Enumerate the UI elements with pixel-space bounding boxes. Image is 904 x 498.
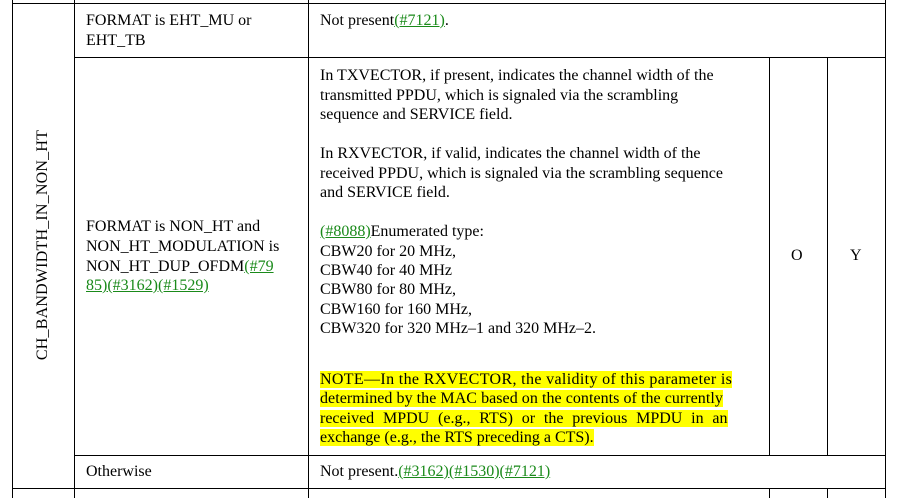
top-border bbox=[12, 3, 886, 4]
enum-header bbox=[320, 222, 484, 242]
enum-label: Enumerated type: bbox=[370, 223, 484, 240]
rx-description-line3: and SERVICE field. bbox=[320, 184, 450, 201]
row1-value bbox=[320, 11, 449, 31]
row2-condition-line2: NON_HT_MODULATION is bbox=[86, 238, 280, 255]
rx-column-value: Y bbox=[850, 247, 862, 264]
column-divider-4 bbox=[827, 57, 828, 455]
row1-value-text: Not present bbox=[320, 12, 395, 29]
row-divider-1 bbox=[74, 57, 886, 58]
row2-condition-line3-text: NON_HT_DUP_OFDM bbox=[86, 258, 245, 275]
note-line4-text: exchange (e.g., the RTS preceding a CTS). bbox=[320, 429, 594, 446]
table-border-right bbox=[885, 0, 886, 498]
note-line4 bbox=[320, 428, 594, 448]
row-divider-2 bbox=[74, 455, 886, 456]
note-line3-text: received MPDU (e.g., RTS) or the previous MPDU in an bbox=[320, 410, 728, 427]
row3-value-link[interactable]: (#3162)(#1530)(#7121) bbox=[398, 463, 551, 480]
row-divider-3 bbox=[12, 488, 886, 489]
row1-condition-line1: FORMAT is EHT_MU or bbox=[86, 12, 252, 29]
enum-item-cbw160: CBW160 for 160 MHz, bbox=[320, 301, 472, 318]
tx-description-line2: transmitted PPDU, which is signaled via the scrambling bbox=[320, 87, 679, 104]
row1-value-end: . bbox=[444, 12, 449, 29]
note-line2-text: determined by the MAC based on the contents of the currently bbox=[320, 390, 723, 407]
enum-item-cbw20: CBW20 for 20 MHz, bbox=[320, 243, 456, 260]
row2-condition-line3 bbox=[86, 257, 274, 277]
row1-value-link[interactable]: (#7121) bbox=[394, 12, 445, 29]
tx-description-line1: In TXVECTOR, if present, indicates the channel width of the bbox=[320, 67, 714, 84]
column-divider-4b bbox=[827, 488, 828, 498]
row2-condition-link-a[interactable]: (#79 bbox=[244, 258, 274, 275]
row2-condition-line1: FORMAT is NON_HT and bbox=[86, 218, 261, 235]
note-line1-text: NOTE—In the RXVECTOR, the validity of this parameter is bbox=[320, 371, 733, 388]
tx-description-line3: sequence and SERVICE field. bbox=[320, 106, 513, 123]
column-divider-3b bbox=[769, 488, 770, 498]
column-divider-1 bbox=[74, 0, 75, 498]
rx-description-line2: received PPDU, which is signaled via the scrambling sequence bbox=[320, 165, 723, 182]
enum-item-cbw40: CBW40 for 40 MHz bbox=[320, 262, 452, 279]
enum-item-cbw320: CBW320 for 320 MHz–1 and 320 MHz–2. bbox=[320, 320, 596, 337]
enum-item-cbw80: CBW80 for 80 MHz, bbox=[320, 281, 456, 298]
note-line3 bbox=[320, 409, 728, 429]
row2-condition-link-b[interactable]: 85)(#3162)(#1529) bbox=[86, 277, 209, 294]
column-divider-3 bbox=[769, 57, 770, 455]
row3-condition: Otherwise bbox=[86, 463, 152, 480]
column-divider-2 bbox=[308, 0, 309, 498]
row2-condition-line4 bbox=[86, 276, 209, 296]
table-border-left bbox=[12, 0, 13, 498]
parameter-name: CH_BANDWIDTH_IN_NON_HT bbox=[34, 129, 51, 361]
tx-column-value: O bbox=[791, 247, 803, 264]
row1-condition-line2: EHT_TB bbox=[86, 32, 146, 49]
note-line1 bbox=[320, 370, 732, 390]
note-line2 bbox=[320, 389, 723, 409]
row3-value-text: Not present. bbox=[320, 463, 399, 480]
row3-value bbox=[320, 462, 550, 482]
enum-link[interactable]: (#8088) bbox=[320, 223, 371, 240]
rx-description-line1: In RXVECTOR, if valid, indicates the channel width of the bbox=[320, 145, 701, 162]
